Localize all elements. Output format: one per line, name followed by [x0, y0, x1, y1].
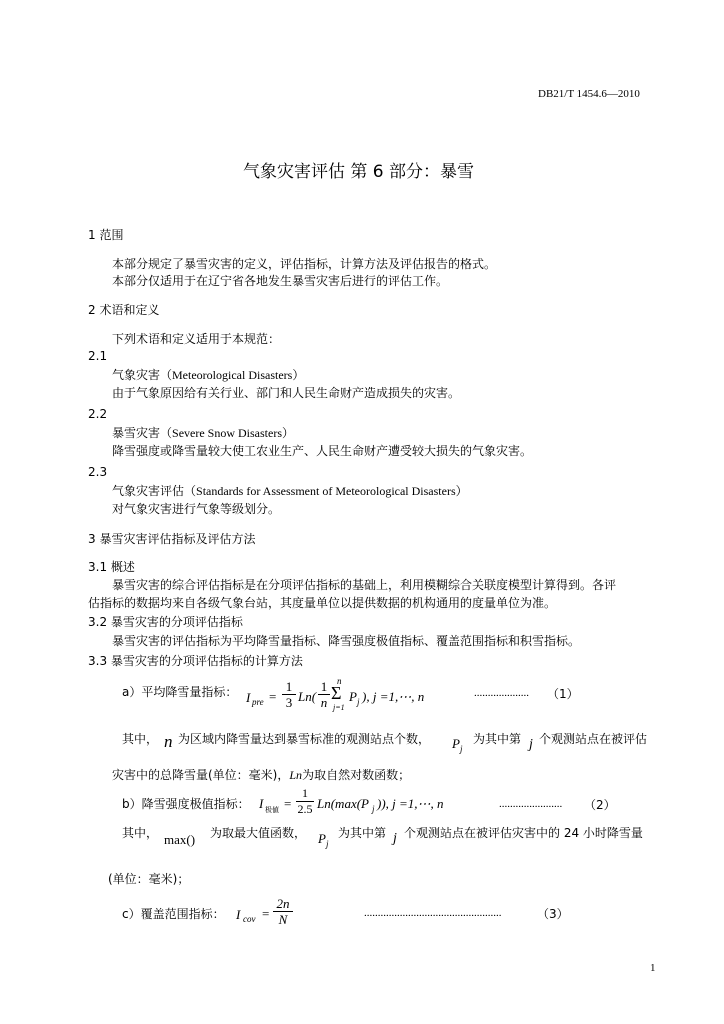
definition-2-3-text: 对气象灾害进行气象等级划分。 — [112, 502, 281, 516]
page-title: 气象灾害评估 第 6 部分：暴雪 — [243, 162, 475, 182]
section-3-1-para-line-1: 暴雪灾害的综合评估指标是在分项评估指标的基础上，利用模糊综合关联度模型计算得到。各评 — [112, 578, 617, 592]
formula-a-sum-lower: j=1 — [333, 703, 345, 712]
formula-b-body: Ln(max(P — [317, 796, 369, 811]
section-2-intro: 下列术语和定义适用于本规范： — [112, 332, 281, 346]
formula-b-fraction — [296, 786, 314, 817]
term-close: ） — [292, 368, 305, 382]
section-3-2-para: 暴雪灾害的评估指标为平均降雪量指标、降雪强度极值指标、覆盖范围指标和积雪指标。 — [112, 634, 581, 648]
section-3-3-heading: 3.3 暴雪灾害的分项评估指标的计算方法 — [88, 654, 303, 668]
term-en: Severe Snow Disasters — [172, 426, 282, 440]
denominator: 2.5 — [297, 802, 313, 816]
formula-b-number: （2） — [584, 798, 616, 812]
explain-part-2: 为取自然对数函数； — [302, 768, 411, 782]
formula-b-I: I — [259, 796, 264, 811]
denominator: n — [318, 694, 330, 710]
formula-b-I-subscript: 极値 — [265, 806, 279, 814]
definition-2-1-number: 2.1 — [88, 349, 108, 363]
term-close: ） — [282, 426, 295, 440]
section-3-heading: 3 暴雪灾害评估指标及评估方法 — [88, 532, 256, 546]
formula-c-I-subscript: cov — [243, 914, 256, 924]
formula-a-explain-4: 个观测站点在被评估 — [539, 732, 648, 746]
numerator: 1 — [302, 786, 308, 800]
formula-a-I-subscript: pre — [252, 697, 264, 707]
section-1-para-1: 本部分规定了暴雪灾害的定义，评估指标，计算方法及评估报告的格式。 — [112, 257, 497, 271]
formula-b-leader-dots: ....................... — [499, 798, 563, 810]
formula-a-label: a）平均降雪量指标： — [122, 685, 238, 699]
formula-c-leader-dots: .................................................. — [364, 907, 502, 919]
formula-b-tail: )), j =1,⋯, n — [377, 796, 444, 811]
formula-a-fraction-one-n — [318, 679, 330, 710]
definition-2-2-term — [112, 425, 294, 441]
formula-a-P-subscript: j — [357, 697, 360, 707]
section-3-1-para-line-2: 估指标的数据均来自各级气象台站，其度量单位以提供数据的机构通用的度量单位为准。 — [88, 596, 557, 610]
numerator: 1 — [320, 679, 328, 694]
formula-a-tail: ), j =1,⋯, n — [362, 689, 425, 704]
formula-a-explain-line-2 — [112, 767, 410, 783]
formula-c-number: （3） — [537, 907, 569, 921]
formula-a-number: （1） — [547, 687, 579, 701]
formula-c-equals: = — [262, 906, 270, 921]
denominator: N — [273, 911, 293, 927]
formula-c-label: c）覆盖范围指标： — [122, 907, 225, 921]
formula-b-P-subscript: j — [372, 804, 375, 814]
formula-c-fraction — [273, 896, 293, 927]
formula-a-explain-2: 为区域内降雪量达到暴雪标准的观测站点个数， — [178, 732, 431, 746]
section-1-para-2: 本部分仅适用于在辽宁省各地发生暴雪灾害后进行的评估工作。 — [112, 274, 449, 288]
section-3-2-heading: 3.2 暴雪灾害的分项评估指标 — [88, 615, 243, 629]
formula-b-label: b）降雪强度极值指标： — [122, 797, 250, 811]
definition-2-2-text: 降雪强度或降雪量较大使工农业生产、人民生命财产遭受较大损失的气象灾害。 — [112, 444, 533, 458]
definition-2-3-term — [112, 483, 468, 499]
formula-b-equals: = — [284, 796, 292, 811]
term-cn: 气象灾害（ — [112, 368, 173, 382]
page-number: 1 — [650, 962, 656, 974]
definition-2-3-number: 2.3 — [88, 465, 108, 479]
formula-c-I: I — [236, 907, 241, 922]
formula-a-var-P: P — [452, 736, 460, 751]
term-cn: 气象灾害评估（ — [112, 484, 197, 498]
section-2-heading: 2 术语和定义 — [88, 303, 160, 317]
explain-part-1: 灾害中的总降雪量(单位：毫米)， — [112, 768, 290, 782]
explain-ln: Ln — [289, 768, 303, 782]
formula-b-explain-2: 为取最大值函数， — [210, 826, 307, 840]
formula-a-explain-1: 其中， — [122, 732, 159, 746]
formula-b-explain-1: 其中， — [122, 826, 159, 840]
formula-b-max-function: max() — [164, 832, 196, 847]
formula-a-ln: Ln( — [298, 689, 317, 704]
formula-a-leader-dots: .................... — [474, 687, 529, 699]
term-close: ） — [455, 484, 468, 498]
term-cn: 暴雪灾害（ — [112, 426, 173, 440]
formula-a-explain-3: 为其中第 — [473, 732, 522, 746]
formula-b-var-P-subscript: j — [326, 839, 329, 849]
definition-2-1-text: 由于气象原因给有关行业、部门和人民生命财产造成损失的灾害。 — [112, 386, 461, 400]
denominator: 3 — [282, 694, 296, 710]
formula-a-equals: = — [269, 689, 277, 704]
formula-a-var-j: j — [529, 737, 533, 752]
formula-a-var-n: n — [164, 732, 173, 751]
formula-b-var-P: P — [318, 831, 326, 846]
formula-b-explain-4: 个观测站点在被评估灾害中的 24 小时降雪量 — [404, 826, 643, 840]
term-en: Meteorological Disasters — [172, 368, 293, 382]
formula-a-I: I — [246, 690, 251, 705]
section-1-heading: 1 范围 — [88, 228, 124, 242]
formula-b-unit-line: (单位：毫米)； — [108, 872, 190, 886]
formula-a-fraction-one-third — [282, 679, 296, 710]
formula-a-sigma: Σ — [331, 683, 342, 703]
formula-b-explain-3: 为其中第 — [338, 826, 387, 840]
formula-a-sum-upper: n — [337, 676, 342, 686]
section-3-1-heading: 3.1 概述 — [88, 560, 135, 574]
formula-a-P: P — [349, 689, 357, 704]
term-en: Standards for Assessment of Meteorological Disasters — [196, 484, 456, 498]
numerator: 2n — [276, 896, 290, 911]
standard-code: DB21/T 1454.6—2010 — [538, 88, 640, 100]
numerator: 1 — [285, 679, 293, 694]
definition-2-1-term — [112, 367, 304, 383]
definition-2-2-number: 2.2 — [88, 407, 108, 421]
formula-a-var-P-subscript: j — [460, 744, 463, 754]
formula-b-var-j: j — [393, 831, 397, 846]
